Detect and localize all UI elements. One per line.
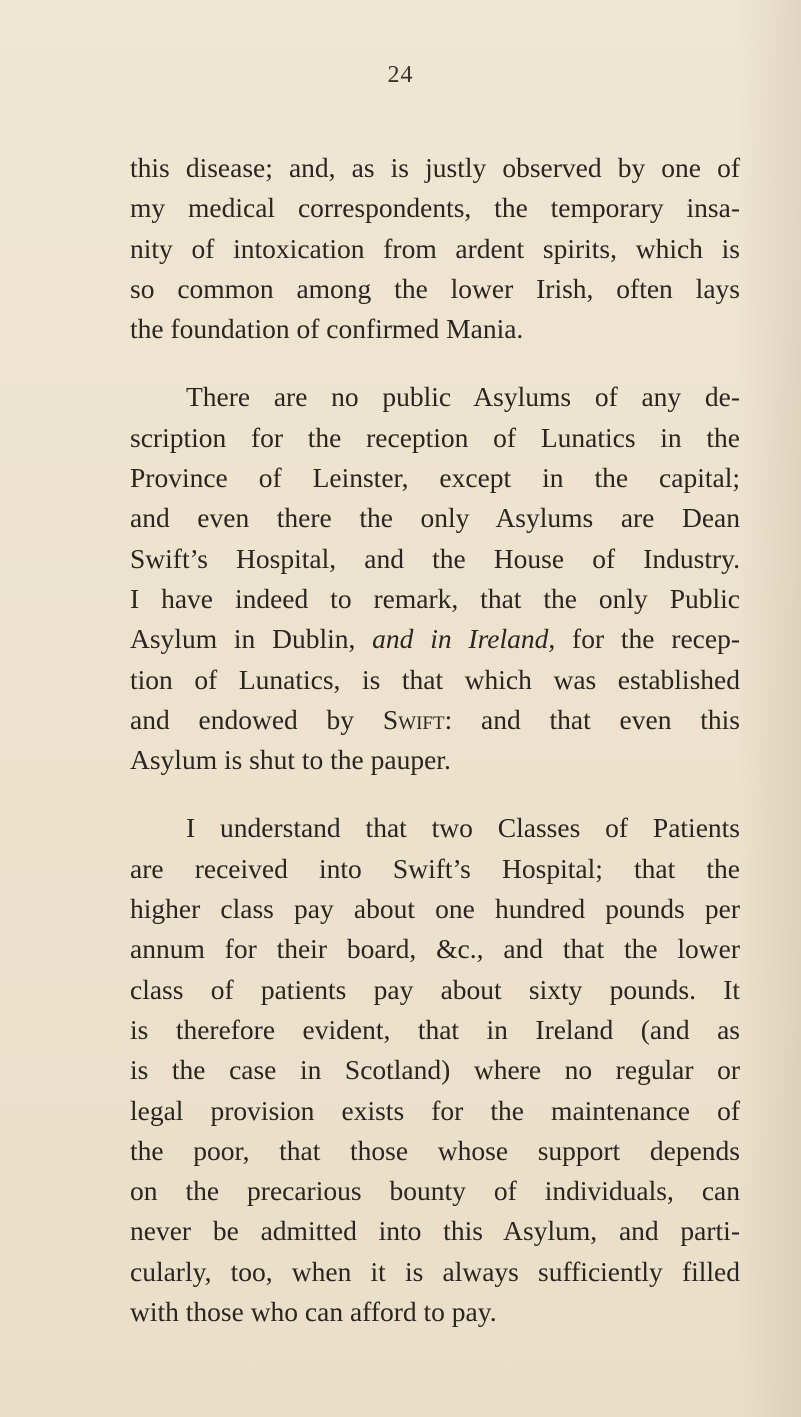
text-line: [130, 700, 740, 740]
paragraph-2: [130, 377, 740, 780]
text-segment: Asylum in Dublin,: [130, 623, 356, 655]
text-line: the poor, that those whose support depends: [130, 1134, 740, 1166]
text-line: are received into Swift’s Hospital; that the: [130, 852, 740, 884]
text-line: never be admitted into this Asylum, and parti-: [130, 1215, 740, 1247]
smallcaps-text: Swift: [382, 703, 445, 735]
paragraph-1: [130, 148, 740, 349]
text-line: class of patients pay about sixty pounds. It: [130, 973, 740, 1005]
text-line: nity of intoxication from ardent spirits, which is: [130, 232, 740, 264]
text-line: annum for their board, &c., and that the lower: [130, 933, 740, 965]
text-line: so common among the lower Irish, often lays: [130, 272, 740, 304]
text-line: the foundation of confirmed Mania.: [130, 313, 524, 345]
text-line: cularly, too, when it is always sufficiently filled: [130, 1255, 740, 1287]
text-line: There are no public Asylums of any de-: [186, 381, 740, 413]
text-segment: for the recep-: [572, 623, 741, 655]
text-segment: : and that even this: [444, 703, 740, 735]
text-line: is therefore evident, that in Ireland (and as: [130, 1013, 740, 1045]
italic-text: and in Ireland,: [372, 623, 556, 655]
text-line: my medical correspondents, the temporary insa-: [130, 192, 740, 224]
text-line: higher class pay about one hundred pounds per: [130, 893, 740, 925]
text-line: on the precarious bounty of individuals, can: [130, 1175, 740, 1207]
text-line: I have indeed to remark, that the only Public: [130, 582, 740, 614]
body-text: [130, 148, 740, 1332]
text-line: I understand that two Classes of Patients: [186, 812, 740, 844]
text-segment: and endowed by: [130, 703, 355, 735]
text-line: scription for the reception of Lunatics in the: [130, 421, 740, 453]
paragraph-3: [130, 808, 740, 1332]
text-line: Asylum is shut to the pauper.: [130, 744, 451, 776]
text-line: is the case in Scotland) where no regular or: [130, 1054, 740, 1086]
text-line: this disease; and, as is justly observed by one of: [130, 152, 740, 183]
text-line: legal provision exists for the maintenance of: [130, 1094, 740, 1126]
text-line: Swift’s Hospital, and the House of Industry.: [130, 542, 740, 574]
text-line: tion of Lunatics, is that which was established: [130, 663, 740, 695]
page-number: 24: [387, 62, 414, 88]
text-line: [130, 619, 740, 659]
text-line: and even there the only Asylums are Dean: [130, 502, 740, 534]
text-line: Province of Leinster, except in the capital;: [130, 462, 740, 494]
text-line: with those who can afford to pay.: [130, 1296, 497, 1328]
